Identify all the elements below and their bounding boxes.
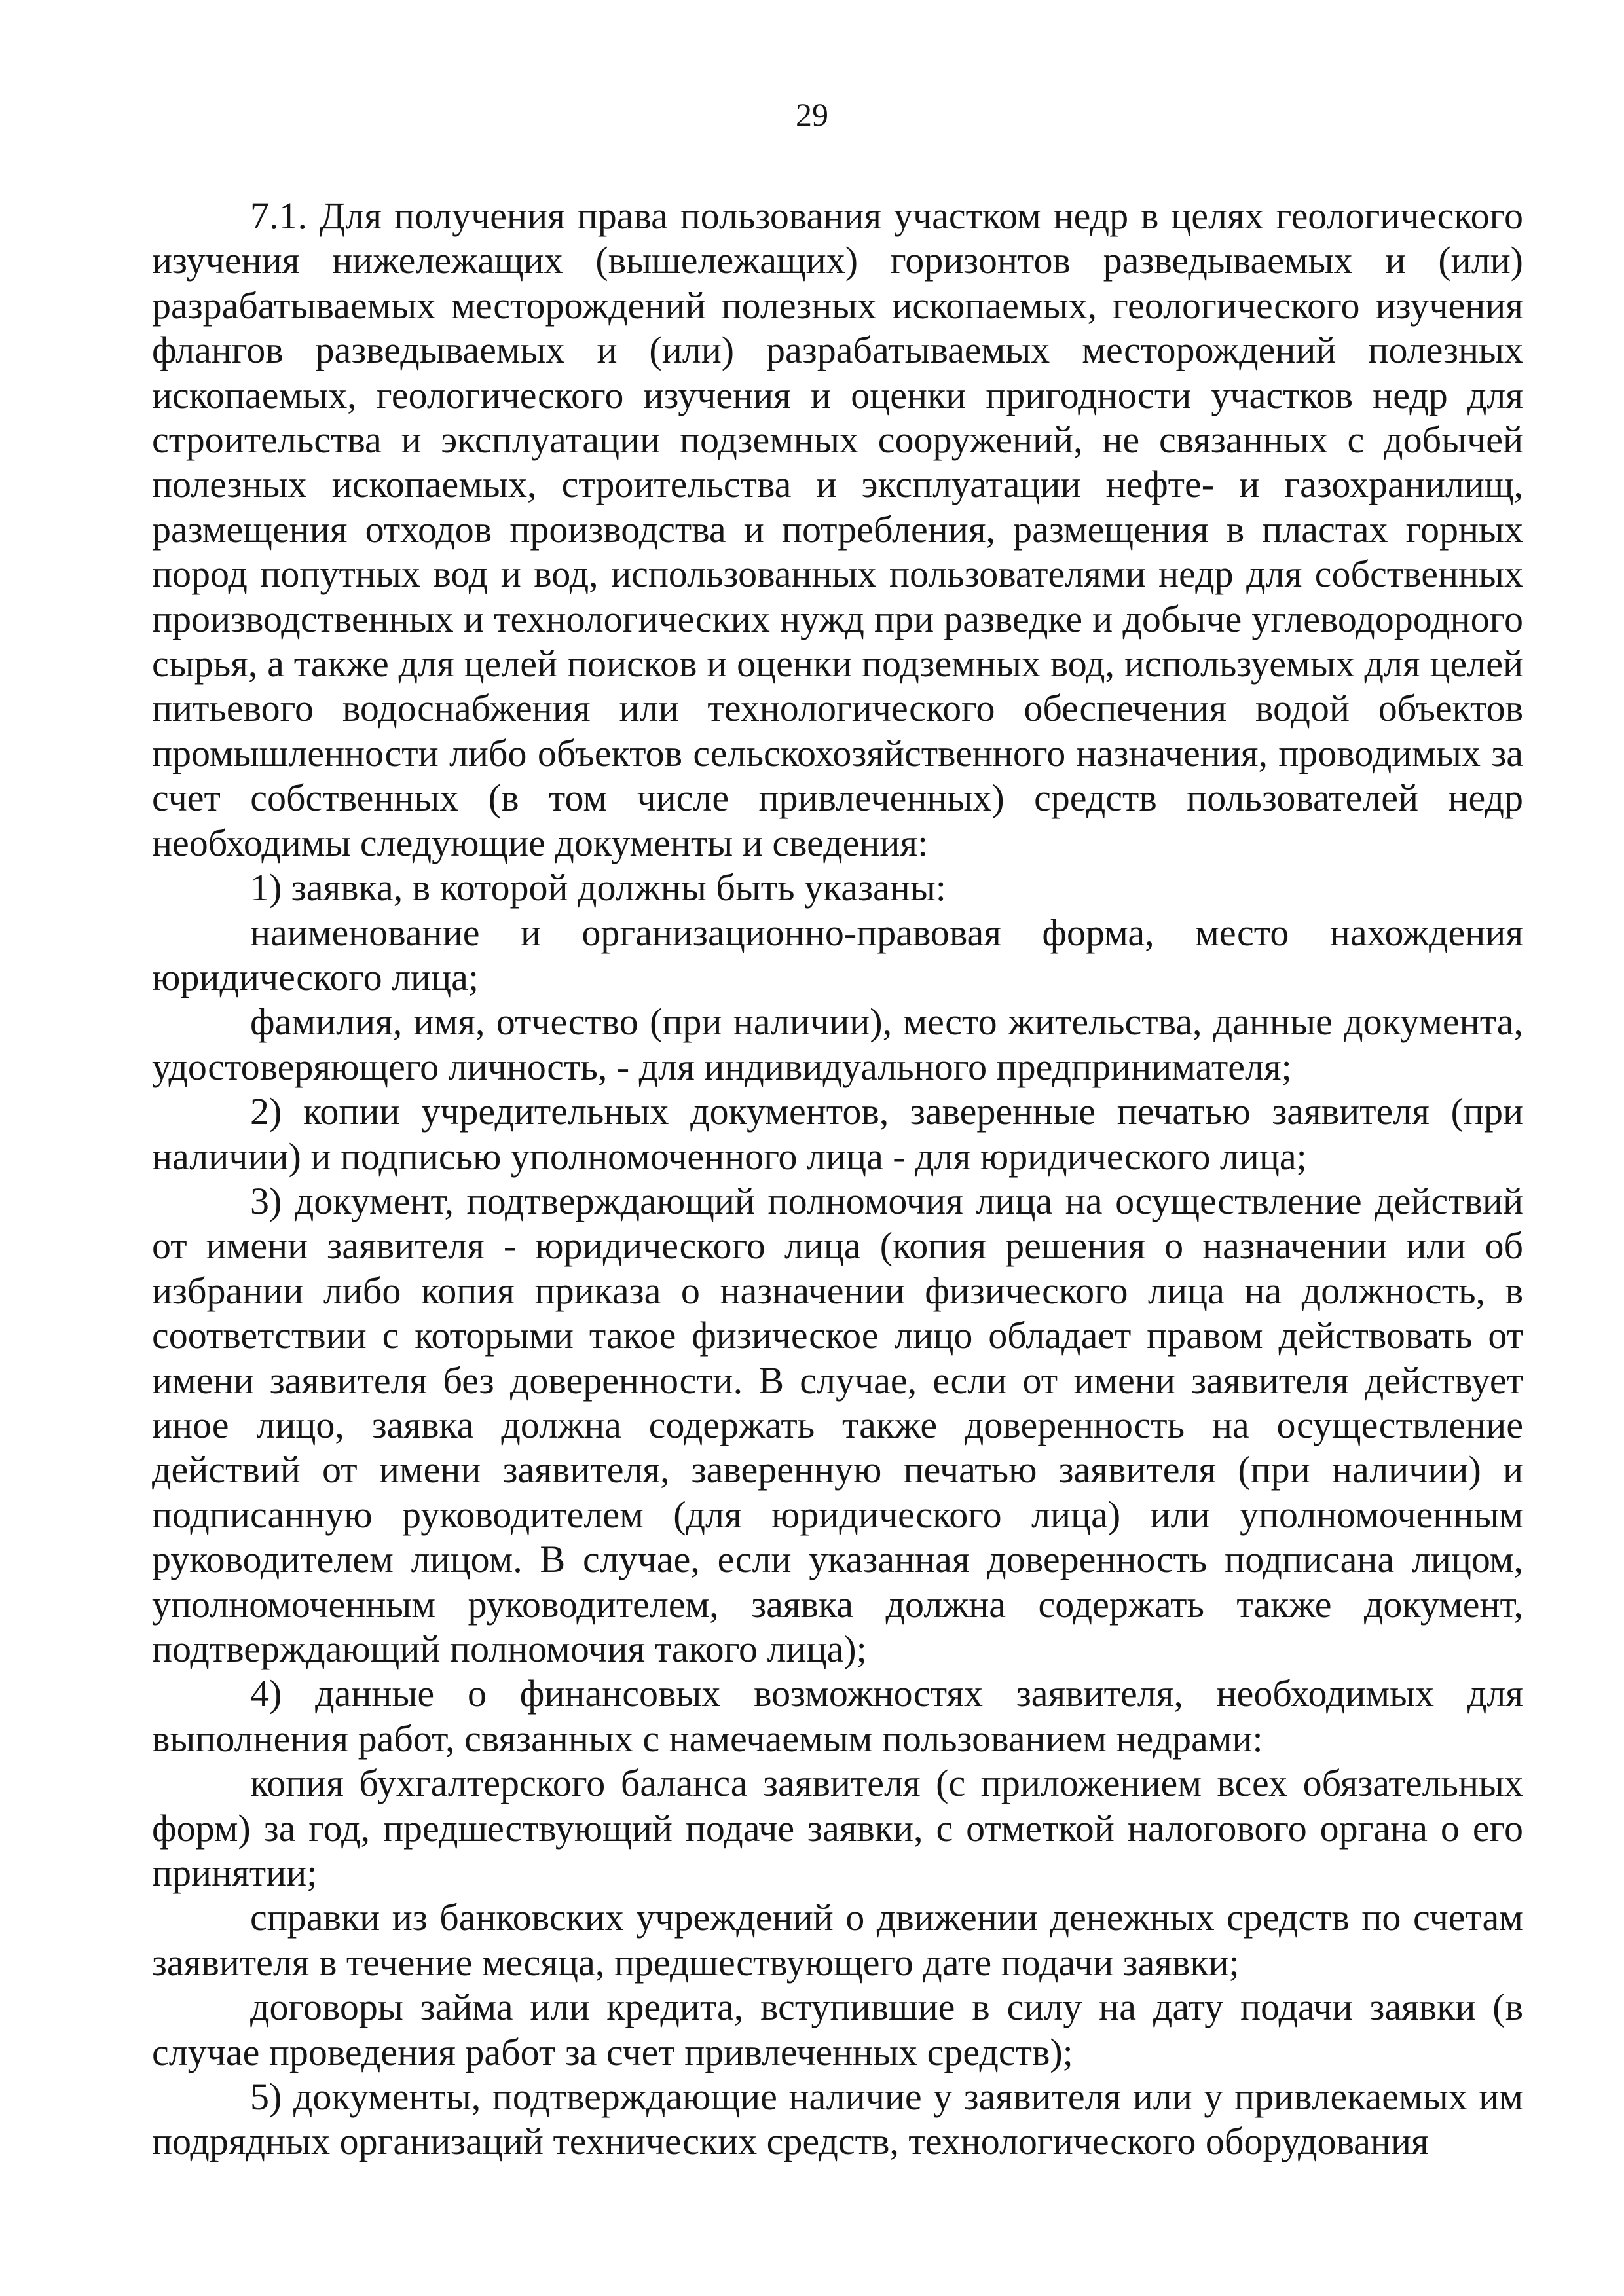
paragraph-item-5: 5) документы, подтверждающие наличие у заявителя или у привлекаемых им подрядных организаций технических средств, технологического оборудования [152,2075,1523,2163]
paragraph-7-1: 7.1. Для получения права пользования участком недр в целях геологического изучения нижележащих (вышележащих) горизонтов разведываемых и (или) разрабатываемых месторождений полезных ископаемых, геологического изучения флангов разведываемых и (или) разрабатываемых месторождений полезных ископаемых, геологического изучения и оценки пригодности участков недр для строительства и эксплуатации подземных сооружений, не связанных с добычей полезных ископаемых, строительства и эксплуатации нефте- и газохранилищ, размещения отходов производства и потребления, размещения в пластах горных пород попутных вод и вод, использованных пользователями недр для собственных производственных и технологических нужд при разведке и добыче углеводородного сырья, а также для целей поисков и оценки подземных вод, используемых для целей питьевого водоснабжения или технологического обеспечения водой объектов промышленности либо объектов сельскохозяйственного назначения, проводимых за счет собственных (в том числе привлеченных) средств пользователей недр необходимы следующие документы и сведения: [152,194,1523,864]
paragraph-balance-sheet: копия бухгалтерского баланса заявителя (с приложением всех обязательных форм) за год, предшествующий подаче заявки, с отметкой налогового органа о его принятии; [152,1762,1523,1895]
page-number: 29 [796,96,828,133]
paragraph-item-4: 4) данные о финансовых возможностях заявителя, необходимых для выполнения работ, связанных с намечаемым пользованием недрами: [152,1672,1523,1760]
paragraph-item-1: 1) заявка, в которой должны быть указаны: [250,866,946,909]
paragraph-item-3: 3) документ, подтверждающий полномочия лица на осуществление действий от имени заявителя - юридического лица (копия решения о назначении или об избрании либо копия приказа о назначении физического лица на должность, в соответствии с которыми такое физическое лицо обладает правом действовать от имени заявителя без доверенности. В случае, если от имени заявителя действует иное лицо, заявка должна содержать также доверенность на осуществление действий от имени заявителя, заверенную печатью заявителя (при наличии) и подписанную руководителем (для юридического лица) или уполномоченным руководителем лицом. В случае, если указанная доверенность подписана лицом, уполномоченным руководителем, заявка должна содержать также документ, подтверждающий полномочия такого лица); [152,1179,1523,1670]
document-body [152,194,1523,2164]
paragraph-bank-statements: справки из банковских учреждений о движении денежных средств по счетам заявителя в течение месяца, предшествующего дате подачи заявки; [152,1896,1523,1984]
paragraph-legal-entity-name: наименование и организационно-правовая форма, место нахождения юридического лица; [152,911,1523,998]
paragraph-item-2: 2) копии учредительных документов, заверенные печатью заявителя (при наличии) и подписью уполномоченного лица - для юридического лица; [152,1090,1523,1178]
paragraph-entrepreneur-details: фамилия, имя, отчество (при наличии), место жительства, данные документа, удостоверяющего личность, - для индивидуального предпринимателя; [152,1000,1523,1088]
paragraph-loan-agreements: договоры займа или кредита, вступившие в силу на дату подачи заявки (в случае проведения работ за счет привлеченных средств); [152,1986,1523,2073]
